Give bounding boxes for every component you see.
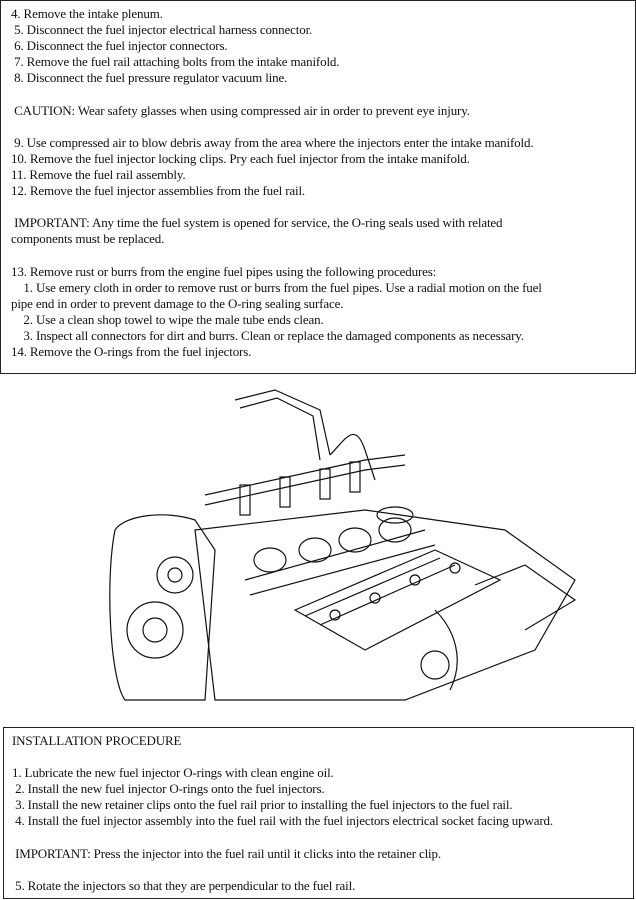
substep-1: 1. Use emery cloth in order to remove rust or burrs from the fuel pipes. Use a radial motion on the fuel bbox=[11, 279, 542, 295]
blank-line bbox=[11, 119, 625, 135]
substep-3: 3. Inspect all connectors for dirt and burrs. Clean or replace the damaged components as necessary. bbox=[11, 327, 524, 343]
important-note-cont: components must be replaced. bbox=[11, 231, 165, 247]
step-13: 13. Remove rust or burrs from the engine fuel pipes using the following procedures: bbox=[11, 263, 437, 279]
blank-line bbox=[11, 86, 625, 102]
install-step-3: 3. Install the new retainer clips onto the fuel rail prior to installing the fuel injectors to the fuel rail. bbox=[12, 797, 513, 813]
blank-line bbox=[12, 830, 625, 846]
step-6: 6. Disconnect the fuel injector connectors. bbox=[11, 38, 228, 54]
installation-procedure-box bbox=[3, 727, 634, 899]
step-14: 14. Remove the O-rings from the fuel injectors. bbox=[11, 343, 252, 359]
blank-line bbox=[12, 749, 625, 765]
blank-line bbox=[11, 199, 625, 215]
engine-fuel-rail-illustration bbox=[105, 380, 605, 710]
step-10: 10. Remove the fuel injector locking clips. Pry each fuel injector from the intake manifold. bbox=[11, 150, 470, 166]
step-4: 4. Remove the intake plenum. bbox=[11, 6, 163, 21]
section-title: INSTALLATION PROCEDURE bbox=[12, 733, 182, 748]
removal-procedure-box bbox=[0, 0, 636, 374]
step-11: 11. Remove the fuel rail assembly. bbox=[11, 166, 186, 182]
step-12: 12. Remove the fuel injector assemblies from the fuel rail. bbox=[11, 183, 306, 199]
install-step-4: 4. Install the fuel injector assembly into the fuel rail with the fuel injectors electrical socket facing upward. bbox=[12, 813, 553, 829]
important-note: IMPORTANT: Press the injector into the fuel rail until it clicks into the retainer clip. bbox=[12, 845, 441, 861]
substep-2: 2. Use a clean shop towel to wipe the male tube ends clean. bbox=[11, 311, 324, 327]
install-step-1: 1. Lubricate the new fuel injector O-rings with clean engine oil. bbox=[12, 765, 334, 781]
blank-line bbox=[12, 862, 625, 878]
step-7: 7. Remove the fuel rail attaching bolts from the intake manifold. bbox=[11, 54, 340, 70]
step-8: 8. Disconnect the fuel pressure regulator vacuum line. bbox=[11, 70, 288, 86]
install-step-5: 5. Rotate the injectors so that they are perpendicular to the fuel rail. bbox=[12, 877, 356, 893]
blank-line bbox=[11, 247, 625, 263]
caution-note: CAUTION: Wear safety glasses when using compressed air in order to prevent eye injury. bbox=[11, 102, 470, 118]
step-5: 5. Disconnect the fuel injector electrical harness connector. bbox=[11, 22, 313, 38]
important-note: IMPORTANT: Any time the fuel system is opened for service, the O-ring seals used with related bbox=[11, 215, 503, 231]
install-step-2: 2. Install the new fuel injector O-rings onto the fuel injectors. bbox=[12, 781, 325, 797]
step-9: 9. Use compressed air to blow debris away from the area where the injectors enter the intake manifold. bbox=[11, 134, 534, 150]
substep-1-cont: pipe end in order to prevent damage to the O-ring sealing surface. bbox=[11, 295, 344, 311]
